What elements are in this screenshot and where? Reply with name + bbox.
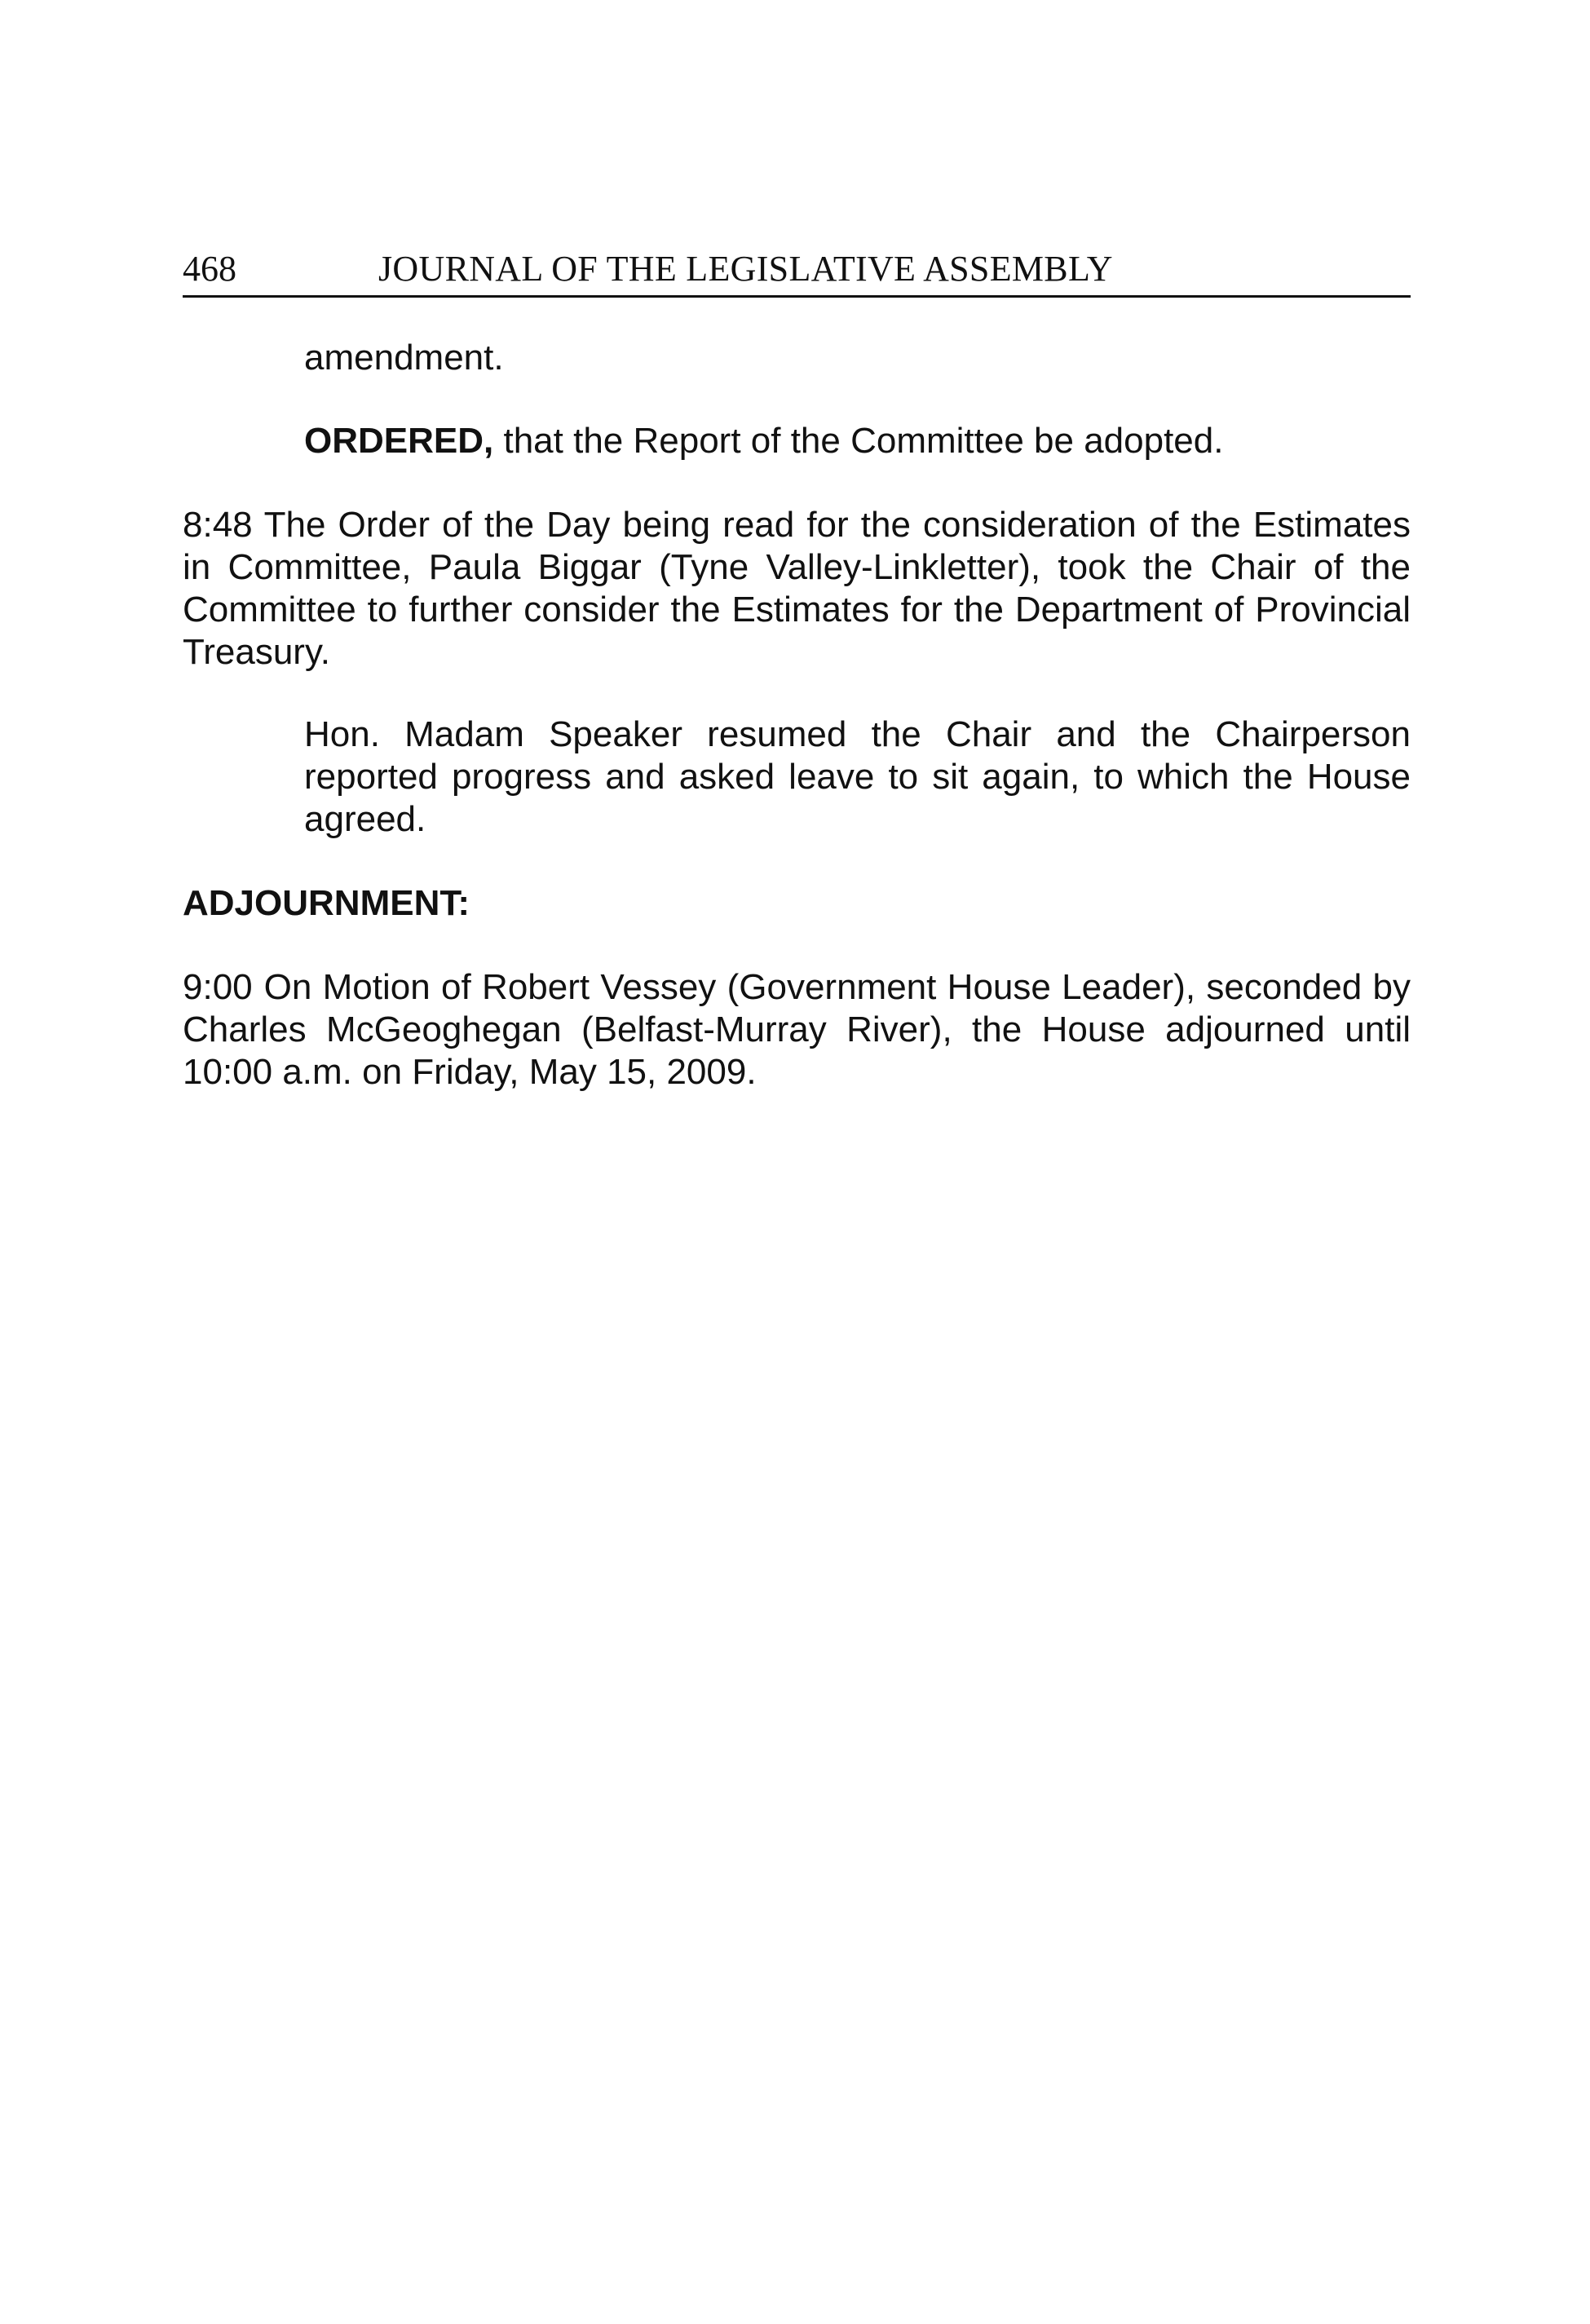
- amendment-text: amendment.: [304, 338, 504, 378]
- page-number: 468: [183, 249, 236, 289]
- adjournment-paragraph: [183, 966, 1411, 1094]
- amendment-paragraph: [304, 337, 1364, 379]
- speaker-text: Hon. Madam Speaker resumed the Chair and the Chairperson reported progress and asked leave to sit again, to which the House agreed.: [304, 714, 1411, 839]
- ordered-text: that the Report of the Committee be adopted.: [503, 421, 1224, 461]
- page-header: [183, 243, 1411, 298]
- ordered-paragraph: [304, 420, 1405, 462]
- adjournment-time: 9:00: [183, 967, 253, 1007]
- estimates-text: The Order of the Day being read for the consideration of the Estimates in Committee, Paula Biggar (Tyne Valley-Linkletter), took the Chair of the Committee to further consider the Estimates for the Department of Provincial Treasury.: [183, 505, 1411, 672]
- speaker-paragraph: [304, 714, 1411, 841]
- journal-title: JOURNAL OF THE LEGISLATIVE ASSEMBLY: [378, 249, 1113, 289]
- estimates-paragraph: [183, 504, 1411, 674]
- adjournment-heading-paragraph: [183, 882, 998, 925]
- adjournment-text: On Motion of Robert Vessey (Government House Leader), seconded by Charles McGeoghegan (Belfast-Murray River), the House adjourned until 10:00 a.m. on Friday, May 15, 2009.: [183, 967, 1411, 1092]
- estimates-time: 8:48: [183, 505, 253, 545]
- adjournment-heading: ADJOURNMENT:: [183, 883, 470, 923]
- ordered-label: ORDERED,: [304, 421, 494, 461]
